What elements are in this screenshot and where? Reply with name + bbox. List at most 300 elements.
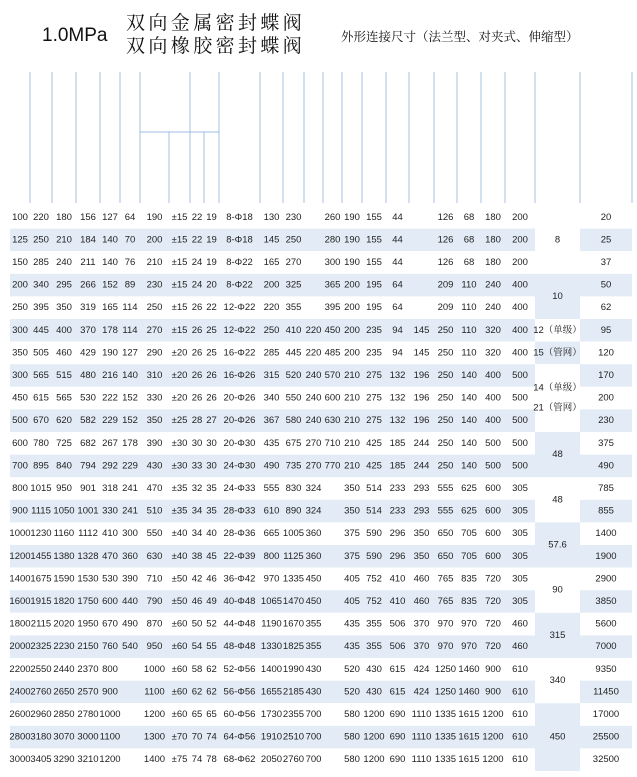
table-cell: 22-Φ39	[223, 550, 256, 562]
table-cell: 1335	[434, 709, 457, 721]
table-cell: 26	[191, 347, 203, 359]
table-cell: 70	[124, 234, 136, 246]
table-cell: 74	[191, 754, 203, 766]
table-cell: 270	[305, 460, 322, 472]
table-cell: 25500	[592, 731, 620, 743]
header-a1: A1	[367, 136, 381, 147]
table-cell: 700	[305, 731, 322, 743]
header-a3: A3	[415, 136, 428, 147]
table-cell: 26	[191, 324, 203, 336]
table-cell: 900	[485, 663, 501, 675]
table-cell: 1100	[144, 686, 165, 698]
header-dn: DN	[12, 136, 28, 147]
table-cell: 89	[124, 279, 136, 291]
table-cell: 230	[285, 211, 302, 223]
table-cell: 1160	[53, 528, 75, 540]
table-cell: 40	[206, 528, 217, 540]
table-cell: 78	[206, 754, 217, 766]
table-cell: 600	[12, 437, 28, 449]
table-cell: 250	[146, 302, 163, 314]
table-cell: 1335	[434, 754, 457, 766]
table-cell: 615	[389, 663, 406, 675]
table-cell: 250	[12, 302, 28, 314]
table-cell: 530	[80, 392, 96, 404]
table-cell: 310	[146, 370, 163, 382]
table-cell: 410	[389, 573, 406, 585]
table-cell: 235	[366, 324, 382, 336]
table-cell: 305	[512, 505, 528, 517]
table-cell: 1730	[260, 709, 283, 721]
table-cell: 94	[392, 347, 403, 359]
table-cell: 440	[122, 596, 138, 608]
table-cell: 400	[512, 279, 528, 291]
table-cell: 125	[12, 234, 28, 246]
table-cell: 114	[122, 324, 138, 336]
table-cell: 720	[485, 573, 501, 585]
table-cell: 370	[80, 324, 96, 336]
table-cell: 68	[463, 234, 475, 246]
header-weight: 蝶阀	[597, 124, 615, 135]
table-cell: 19	[206, 211, 217, 223]
table-cell: 2900	[595, 573, 617, 585]
table-cell: 360	[122, 550, 138, 562]
table-cell: 506	[389, 618, 406, 630]
table-cell: 520	[285, 370, 302, 382]
table-cell: 610	[512, 731, 528, 743]
table-cell: 505	[33, 347, 49, 359]
table-cell: 794	[80, 460, 96, 472]
table-cell: 500	[512, 460, 528, 472]
table-cell: 700	[12, 460, 28, 472]
table-cell: 1655	[260, 686, 283, 698]
table-cell: 565	[56, 392, 72, 404]
table-cell: 1050	[53, 505, 75, 517]
table-cell: 1380	[53, 550, 75, 562]
table-cell: 2800	[9, 731, 31, 743]
table-cell: ±60	[171, 686, 188, 698]
title-line-1: 双向金属密封蝶阀	[126, 12, 306, 34]
table-cell: 490	[598, 460, 614, 472]
table-cell: 26	[191, 302, 203, 314]
table-cell: 325	[285, 279, 302, 291]
header-b-steel: 制	[192, 160, 202, 171]
table-cell: 200	[344, 279, 360, 291]
table-cell: 780	[33, 437, 49, 449]
table-cell: 355	[366, 641, 382, 653]
table-cell: 445	[285, 347, 302, 359]
table-cell: ±50	[171, 573, 188, 585]
table-cell: 2570	[77, 686, 99, 698]
table-cell: 410	[285, 324, 302, 336]
header-l2-standard-length: 准	[150, 154, 159, 165]
table-cell: 450	[12, 392, 28, 404]
table-cell: 1200	[9, 550, 31, 562]
table-cell: 690	[389, 731, 406, 743]
table-cell: 435	[344, 641, 360, 653]
table-cell: 8-Φ22	[226, 279, 253, 291]
table-cell: 2355	[282, 709, 305, 721]
table-cell: 110	[461, 347, 477, 359]
table-cell: 2200	[9, 663, 31, 675]
header-a2: A2	[391, 136, 404, 147]
table-cell: 140	[102, 257, 118, 269]
table-cell: 319	[80, 302, 96, 314]
table-cell: 570	[324, 370, 341, 382]
table-cell: 367	[263, 415, 280, 427]
table-cell: 1910	[260, 731, 283, 743]
table-cell: 1230	[30, 528, 52, 540]
table-cell: 430	[305, 686, 322, 698]
table-cell: 1460	[458, 663, 480, 675]
table-cell: 410	[102, 528, 118, 540]
table-cell: 155	[366, 234, 382, 246]
table-cell: 430	[146, 460, 163, 472]
table-cell: 682	[80, 437, 96, 449]
table-cell: 275	[366, 415, 382, 427]
table-cell: 320	[485, 347, 501, 359]
table-cell: 460	[413, 596, 430, 608]
table-cell: 800	[263, 550, 280, 562]
table-cell: 835	[461, 596, 477, 608]
table-cell: 25	[206, 347, 217, 359]
table-cell: 210	[344, 437, 360, 449]
table-cell: 720	[485, 618, 501, 630]
table-cell: 610	[512, 754, 528, 766]
table-cell: 180	[485, 234, 501, 246]
table-cell: 220	[33, 211, 49, 223]
header-n-d: n-d	[231, 136, 248, 147]
table-cell: 296	[389, 550, 406, 562]
table-cell: 110	[461, 324, 477, 336]
table-cell: 250	[437, 415, 454, 427]
table-cell: 300	[12, 324, 28, 336]
table-cell: 241	[122, 505, 138, 517]
table-cell: 28-Φ36	[223, 528, 256, 540]
table-cell: ±15	[171, 302, 188, 314]
table-cell: 140	[461, 460, 477, 472]
table-cell: 355	[305, 641, 322, 653]
table-cell: 195	[366, 279, 382, 291]
table-cell: 725	[56, 437, 72, 449]
table-cell: 430	[305, 663, 322, 675]
table-cell: 24-Φ30	[223, 460, 256, 472]
header-b-ductile-iron: 球	[207, 148, 216, 159]
table-cell: 770	[324, 460, 341, 472]
table-cell: 1000	[99, 709, 121, 721]
table-cell: 32	[191, 483, 203, 495]
table-cell: 700	[305, 754, 322, 766]
table-cell: 1615	[458, 731, 480, 743]
table-cell: 555	[437, 505, 454, 517]
table-cell: 1190	[261, 618, 282, 630]
table-cell: 500	[12, 415, 28, 427]
table-cell: 320	[485, 324, 501, 336]
table-cell: 830	[285, 483, 302, 495]
table-cell: 34	[191, 505, 203, 517]
table-cell: 630	[146, 550, 163, 562]
worm-turns-value: 15（管网）	[533, 347, 582, 359]
table-cell: ±15	[171, 257, 188, 269]
table-cell: 293	[413, 505, 430, 517]
table-cell: 34	[191, 528, 203, 540]
table-cell: 580	[344, 709, 360, 721]
table-cell: 250	[437, 392, 454, 404]
table-cell: 1112	[78, 528, 98, 540]
table-cell: 315	[263, 370, 280, 382]
header-l2-standard-length: 度	[150, 178, 159, 189]
table-cell: 375	[344, 528, 360, 540]
table-cell: 35	[206, 505, 217, 517]
table-cell: 240	[305, 370, 322, 382]
header-p2: Φ2	[513, 136, 527, 147]
table-cell: 68	[463, 257, 475, 269]
table-cell: 250	[285, 234, 302, 246]
table-cell: 1200	[363, 731, 385, 743]
table-cell: 1001	[77, 505, 99, 517]
table-cell: 752	[366, 596, 382, 608]
table-cell: 12-Φ22	[223, 302, 256, 314]
table-cell: 46	[191, 596, 203, 608]
table-cell: 210	[56, 234, 72, 246]
table-cell: 210	[344, 415, 360, 427]
table-cell: 240	[485, 302, 501, 314]
table-cell: 130	[263, 211, 280, 223]
table-cell: 720	[485, 596, 501, 608]
table-cell: 26	[206, 392, 217, 404]
header-weight: 蜗轮传动	[589, 84, 623, 95]
table-cell: 555	[263, 483, 280, 495]
worm-turns-cell	[535, 364, 580, 432]
table-cell: 1005	[282, 528, 305, 540]
table-cell: 250	[33, 234, 49, 246]
table-cell: ±15	[171, 234, 188, 246]
table-cell: 520	[344, 663, 360, 675]
table-cell: 28	[191, 415, 203, 427]
table-cell: ±35	[171, 483, 188, 495]
table-cell: 17000	[592, 709, 620, 721]
table-cell: 210	[344, 370, 360, 382]
table-cell: 145	[413, 324, 430, 336]
table-cell: 1460	[458, 686, 480, 698]
table-cell: 37	[600, 257, 612, 269]
table-cell: 120	[598, 347, 614, 359]
table-cell: 19	[206, 234, 217, 246]
worm-turns-value: 315	[549, 629, 566, 641]
table-cell: 405	[344, 573, 360, 585]
table-cell: 156	[80, 211, 96, 223]
table-cell: 195	[366, 302, 382, 314]
table-cell: 2760	[30, 686, 52, 698]
table-cell: 25	[206, 324, 217, 336]
table-cell: 20-Φ30	[223, 437, 256, 449]
table-cell: 424	[413, 663, 430, 675]
table-cell: 350	[146, 415, 163, 427]
table-cell: 305	[512, 550, 528, 562]
table-cell: 55	[206, 641, 217, 653]
table-cell: 62	[600, 302, 612, 314]
table-cell: 24	[191, 257, 203, 269]
header-b: b	[201, 95, 208, 107]
table-cell: 1820	[53, 596, 75, 608]
table-cell: 2780	[77, 709, 99, 721]
table-cell: 165	[102, 302, 118, 314]
table-cell: 970	[461, 641, 477, 653]
table-cell: ±75	[171, 754, 188, 766]
worm-turns-value: 8	[554, 234, 561, 246]
table-cell: 390	[122, 573, 138, 585]
worm-turns-value: 10	[552, 290, 563, 302]
header-l2: L2	[159, 95, 171, 107]
table-cell: 209	[437, 279, 454, 291]
table-cell: 1990	[282, 663, 305, 675]
table-cell: 62	[206, 686, 217, 698]
table-cell: 2150	[77, 641, 99, 653]
table-cell: 500	[485, 460, 501, 472]
table-cell: 390	[146, 437, 163, 449]
table-cell: 350	[344, 483, 360, 495]
table-cell: 615	[33, 392, 49, 404]
table-cell: 152	[102, 279, 118, 291]
worm-turns-value: 90	[552, 584, 563, 596]
table-cell: 550	[285, 392, 302, 404]
table-cell: ±60	[171, 641, 188, 653]
table-cell: 200	[512, 234, 528, 246]
table-cell: 460	[413, 573, 430, 585]
table-cell: 705	[461, 550, 477, 562]
header-h1: H1	[264, 136, 279, 147]
table-cell: 240	[56, 257, 72, 269]
table-cell: 275	[366, 370, 382, 382]
table-cell: 610	[512, 663, 528, 675]
table-cell: 500	[512, 437, 528, 449]
table-cell: 470	[146, 483, 163, 495]
table-cell: 270	[146, 324, 163, 336]
table-cell: 520	[344, 686, 360, 698]
table-cell: 1250	[434, 663, 457, 675]
table-cell: 27	[206, 415, 217, 427]
table-cell: 305	[512, 483, 528, 495]
table-cell: 355	[366, 618, 382, 630]
table-cell: 52-Φ56	[223, 663, 256, 675]
table-cell: 210	[146, 257, 163, 269]
table-cell: 590	[366, 550, 382, 562]
table-cell: 1000	[143, 663, 166, 675]
table-cell: 514	[366, 505, 382, 517]
table-cell: 3290	[53, 754, 75, 766]
table-cell: 150	[12, 257, 28, 269]
table-cell: 400	[485, 392, 501, 404]
table-cell: 1110	[411, 754, 432, 766]
table-cell: 126	[437, 257, 454, 269]
header-l2-expansion: 缩	[175, 154, 184, 165]
table-cell: 190	[344, 234, 360, 246]
table-cell: 1200	[363, 754, 385, 766]
table-cell: 720	[485, 641, 501, 653]
table-cell: 64	[124, 211, 136, 223]
table-cell: 2440	[53, 663, 75, 675]
table-cell: 340	[33, 279, 49, 291]
table-cell: 1900	[595, 550, 617, 562]
table-cell: 220	[305, 347, 322, 359]
table-cell: 250	[263, 324, 280, 336]
table-cell: 360	[305, 528, 322, 540]
table-cell: 235	[366, 347, 382, 359]
table-cell: 400	[485, 415, 501, 427]
header-worm-turns: 蜗轮传动	[540, 112, 575, 123]
table-cell: 290	[146, 347, 163, 359]
table-cell: 270	[285, 257, 302, 269]
worm-turns-value: 48	[552, 494, 563, 506]
table-cell: 735	[285, 460, 302, 472]
table-cell: 180	[56, 211, 72, 223]
table-cell: 970	[263, 573, 280, 585]
table-cell: 250	[437, 437, 454, 449]
table-cell: 20-Φ26	[223, 392, 256, 404]
table-cell: 25	[600, 234, 612, 246]
table-cell: 555	[437, 483, 454, 495]
table-cell: 22	[191, 211, 203, 223]
table-cell: 222	[102, 392, 118, 404]
table-cell: 400	[512, 324, 528, 336]
table-cell: 870	[146, 618, 163, 630]
table-cell: 230	[146, 279, 163, 291]
table-cell: 1000	[9, 528, 31, 540]
table-cell: 38	[191, 550, 203, 562]
table-cell: 500	[512, 392, 528, 404]
table-cell: 1335	[282, 573, 305, 585]
table-cell: 44-Φ48	[223, 618, 256, 630]
table-cell: 550	[146, 528, 163, 540]
table-cell: 330	[146, 392, 163, 404]
table-cell: 500	[512, 415, 528, 427]
table-cell: 280	[324, 234, 341, 246]
table-cell: 1400	[143, 754, 166, 766]
table-cell: 52	[206, 618, 217, 630]
table-cell: 190	[344, 211, 360, 223]
table-cell: 2230	[53, 641, 75, 653]
header-h5: H5	[345, 136, 359, 147]
table-cell: 790	[146, 596, 163, 608]
table-cell: 2050	[260, 754, 283, 766]
table-cell: 425	[366, 460, 382, 472]
table-cell: ±30	[171, 460, 188, 472]
table-cell: 435	[344, 618, 360, 630]
table-cell: 600	[485, 505, 501, 517]
header-h4: H4	[325, 136, 340, 147]
table-cell: 565	[33, 370, 49, 382]
header-l2-standard-length: 长	[150, 166, 159, 177]
table-cell: 300	[12, 370, 28, 382]
worm-turns-value: 57.6	[548, 539, 567, 551]
table-cell: 209	[437, 302, 454, 314]
table-cell: 114	[122, 302, 138, 314]
table-cell: 765	[437, 596, 454, 608]
table-cell: ±15	[171, 279, 188, 291]
table-cell: 1330	[260, 641, 283, 653]
table-cell: 24-Φ33	[223, 483, 256, 495]
table-cell: 2020	[53, 618, 75, 630]
table-cell: 2600	[9, 709, 31, 721]
table-cell: 675	[285, 437, 302, 449]
table-cell: ±50	[171, 596, 188, 608]
table-cell: 395	[33, 302, 49, 314]
table-cell: 2850	[53, 709, 75, 721]
table-cell: 1110	[411, 709, 432, 721]
table-cell: 350	[413, 550, 430, 562]
table-cell: 375	[344, 550, 360, 562]
table-cell: 266	[80, 279, 96, 291]
table-cell: 293	[413, 483, 430, 495]
